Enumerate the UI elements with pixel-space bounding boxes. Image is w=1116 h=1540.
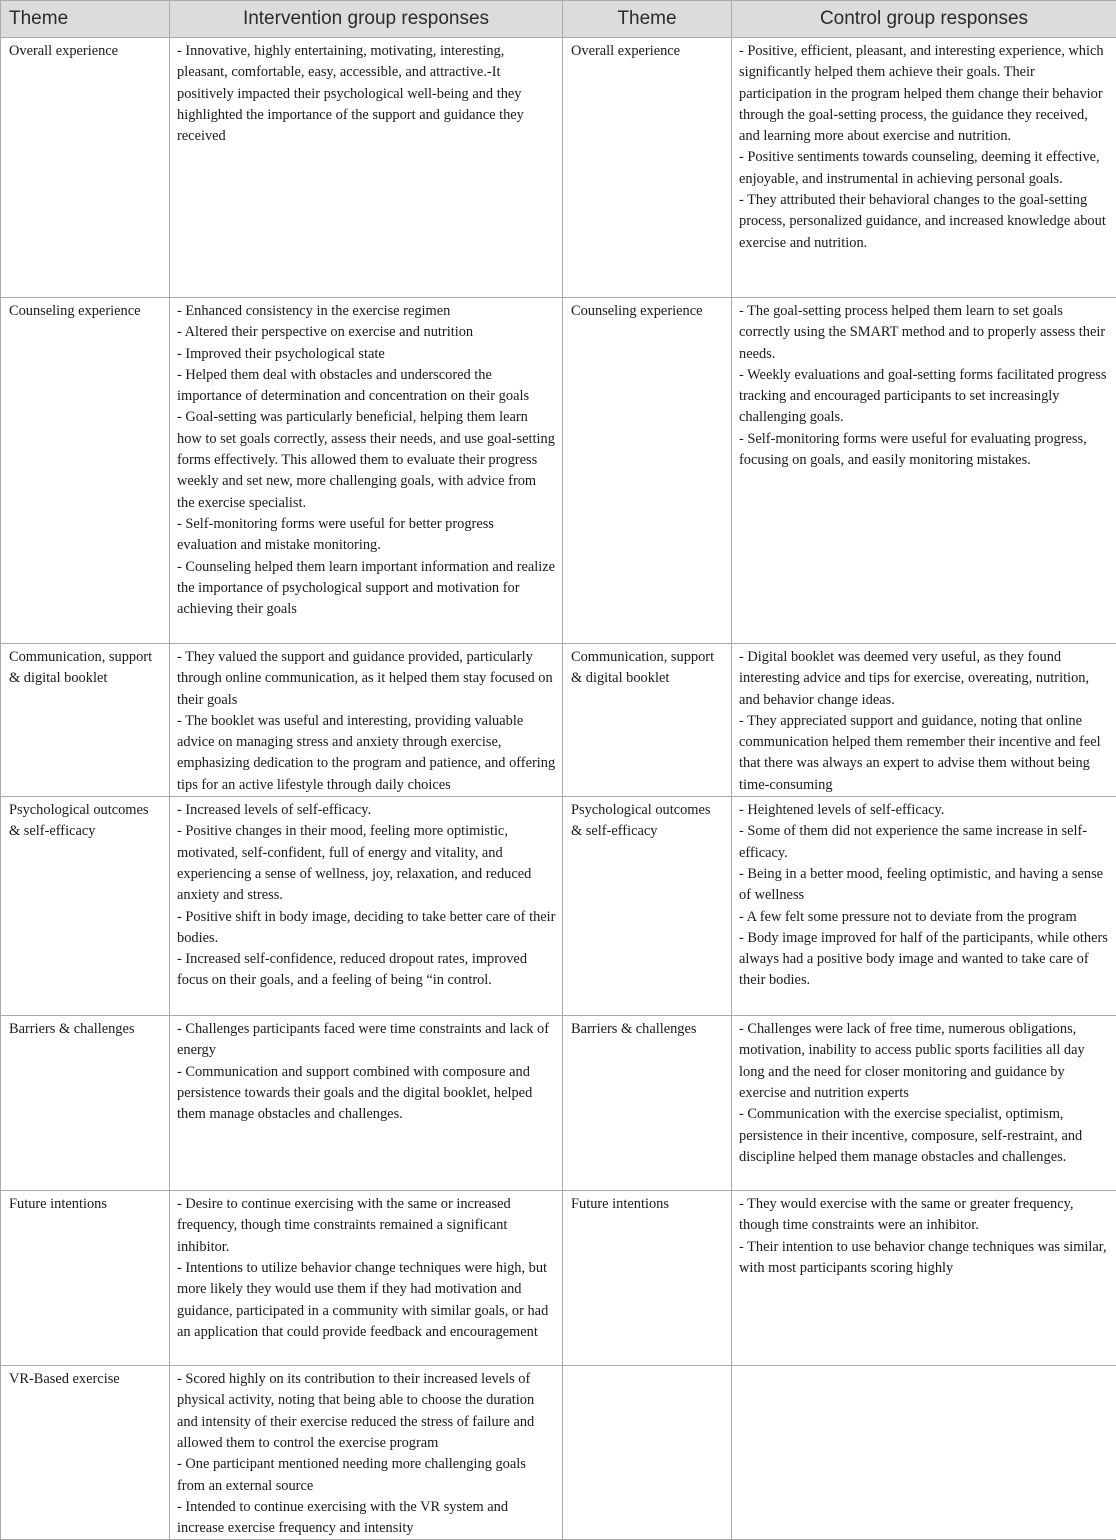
response-item: - Communication with the exercise specialist, optimism, persistence in their incentive, composure, self-restraint, and discipline helped them manage obstacles and challenges. (739, 1104, 1110, 1168)
response-item: - Increased self-confidence, reduced dropout rates, improved focus on their goals, and a feeling of being “in control. (177, 949, 556, 992)
response-item: - They would exercise with the same or greater frequency, though time constraints were an inhibitor. (739, 1194, 1110, 1237)
theme-cell: Future intentions (563, 1191, 732, 1366)
intervention-cell (170, 298, 563, 644)
theme-cell: Psychological outcomes & self-efficacy (1, 797, 170, 1016)
response-item: - Weekly evaluations and goal-setting forms facilitated progress tracking and encouraged participants to set increasingly challenging goals. (739, 365, 1110, 429)
table-row (1, 644, 1116, 797)
intervention-cell (170, 1191, 563, 1366)
table-row (1, 797, 1116, 1016)
response-item: - Positive changes in their mood, feeling more optimistic, motivated, self-confident, full of energy and vitality, and experiencing a sense of wellness, joy, relaxation, and reduced anxiety and stress. (177, 821, 556, 906)
theme-cell: Communication, support & digital booklet (1, 644, 170, 797)
response-item: - Positive, efficient, pleasant, and interesting experience, which significantly helped them achieve their goals. Their participation in the program helped them change their behavior through the goal-setting process, the guidance they received, and learning more about exercise and nutrition. (739, 41, 1110, 147)
theme-cell: Counseling experience (563, 298, 732, 644)
response-item: - Goal-setting was particularly beneficial, helping them learn how to set goals correctly, assess their needs, and use goal-setting forms effectively. This allowed them to evaluate their progress weekly and set new, more challenging goals, with advice from the exercise specialist. (177, 407, 556, 513)
control-cell (732, 298, 1116, 644)
theme-cell: Barriers & challenges (1, 1016, 170, 1191)
control-cell (732, 1366, 1116, 1540)
control-cell (732, 1016, 1116, 1191)
intervention-cell (170, 1366, 563, 1540)
response-item: - They valued the support and guidance provided, particularly through online communication, as it helped them stay focused on their goals (177, 647, 556, 711)
theme-cell: Future intentions (1, 1191, 170, 1366)
response-item: - Positive sentiments towards counseling, deeming it effective, enjoyable, and instrumental in achieving personal goals. (739, 147, 1110, 190)
response-item: - Innovative, highly entertaining, motivating, interesting, pleasant, comfortable, easy, accessible, and attractive.-It positively impacted their psychological well-being and they highlighted the importance of the support and guidance they received (177, 41, 556, 147)
response-item: - Challenges were lack of free time, numerous obligations, motivation, inability to access public sports facilities all day long and the need for closer monitoring and guidance by exercise and nutrition experts (739, 1019, 1110, 1104)
response-item: - Helped them deal with obstacles and underscored the importance of determination and concentration on their goals (177, 365, 556, 408)
table-row (1, 298, 1116, 644)
theme-cell (563, 1366, 732, 1540)
table-header (1, 1, 1116, 38)
control-cell (732, 797, 1116, 1016)
response-item: - Intended to continue exercising with the VR system and increase exercise frequency and intensity (177, 1497, 556, 1540)
response-item: - They attributed their behavioral changes to the goal-setting process, personalized guidance, and increased knowledge about exercise and nutrition. (739, 190, 1110, 254)
table-row (1, 1366, 1116, 1540)
response-item: - Desire to continue exercising with the same or increased frequency, though time constraints remained a significant inhibitor. (177, 1194, 556, 1258)
response-item: - Scored highly on its contribution to their increased levels of physical activity, noting that being able to choose the duration and intensity of their exercise reduced the stress of failure and allowed them to control the exercise program (177, 1369, 556, 1454)
theme-cell: Overall experience (1, 38, 170, 298)
header-row (1, 1, 1116, 38)
response-item: - Self-monitoring forms were useful for evaluating progress, focusing on goals, and easily monitoring mistakes. (739, 429, 1110, 472)
response-item: - Improved their psychological state (177, 344, 556, 365)
header-theme-intervention: Theme (1, 1, 170, 38)
control-cell (732, 644, 1116, 797)
control-cell (732, 1191, 1116, 1366)
intervention-cell (170, 797, 563, 1016)
response-item: - Intentions to utilize behavior change techniques were high, but more likely they would use them if they had motivation and guidance, participated in a community with similar goals, or had an application that could provide feedback and encouragement (177, 1258, 556, 1343)
response-item: - A few felt some pressure not to deviate from the program (739, 907, 1110, 928)
theme-cell: Communication, support & digital booklet (563, 644, 732, 797)
control-cell (732, 38, 1116, 298)
table-row (1, 1016, 1116, 1191)
table-body (1, 38, 1116, 1540)
response-item: - They appreciated support and guidance, noting that online communication helped them remember their incentive and feel that there was always an expert to advise them without being time-consuming (739, 711, 1110, 796)
response-item: - Enhanced consistency in the exercise regimen (177, 301, 556, 322)
response-item: - Some of them did not experience the same increase in self-efficacy. (739, 821, 1110, 864)
response-item: - Positive shift in body image, deciding to take better care of their bodies. (177, 907, 556, 950)
response-item: - Increased levels of self-efficacy. (177, 800, 556, 821)
response-item: - Self-monitoring forms were useful for better progress evaluation and mistake monitoring. (177, 514, 556, 557)
theme-cell: Overall experience (563, 38, 732, 298)
response-item: - The booklet was useful and interesting, providing valuable advice on managing stress and anxiety through exercise, emphasizing dedication to the program and patience, and offering tips for an active lifestyle through daily choices (177, 711, 556, 796)
response-item: - One participant mentioned needing more challenging goals from an external source (177, 1454, 556, 1497)
theme-cell: Barriers & challenges (563, 1016, 732, 1191)
header-intervention-responses: Intervention group responses (170, 1, 563, 38)
response-item: - Counseling helped them learn important information and realize the importance of psychological support and motivation for achieving their goals (177, 557, 556, 621)
response-item: - Communication and support combined with composure and persistence towards their goals and the digital booklet, helped them manage obstacles and challenges. (177, 1062, 556, 1126)
header-theme-control: Theme (563, 1, 732, 38)
response-item: - Body image improved for half of the participants, while others always had a positive body image and wanted to take care of their bodies. (739, 928, 1110, 992)
header-control-responses: Control group responses (732, 1, 1116, 38)
response-item: - Heightened levels of self-efficacy. (739, 800, 1110, 821)
intervention-cell (170, 38, 563, 298)
theme-cell: VR-Based exercise (1, 1366, 170, 1540)
intervention-cell (170, 644, 563, 797)
theme-cell: Counseling experience (1, 298, 170, 644)
table-row (1, 1191, 1116, 1366)
response-item: - Digital booklet was deemed very useful, as they found interesting advice and tips for exercise, overeating, nutrition, and behavior change ideas. (739, 647, 1110, 711)
theme-cell: Psychological outcomes & self-efficacy (563, 797, 732, 1016)
table-row (1, 38, 1116, 298)
response-item: - Their intention to use behavior change techniques was similar, with most participants scoring highly (739, 1237, 1110, 1280)
intervention-cell (170, 1016, 563, 1191)
response-item: - Being in a better mood, feeling optimistic, and having a sense of wellness (739, 864, 1110, 907)
response-item: - Challenges participants faced were time constraints and lack of energy (177, 1019, 556, 1062)
response-item: - The goal-setting process helped them learn to set goals correctly using the SMART method and to properly assess their needs. (739, 301, 1110, 365)
response-item: - Altered their perspective on exercise and nutrition (177, 322, 556, 343)
